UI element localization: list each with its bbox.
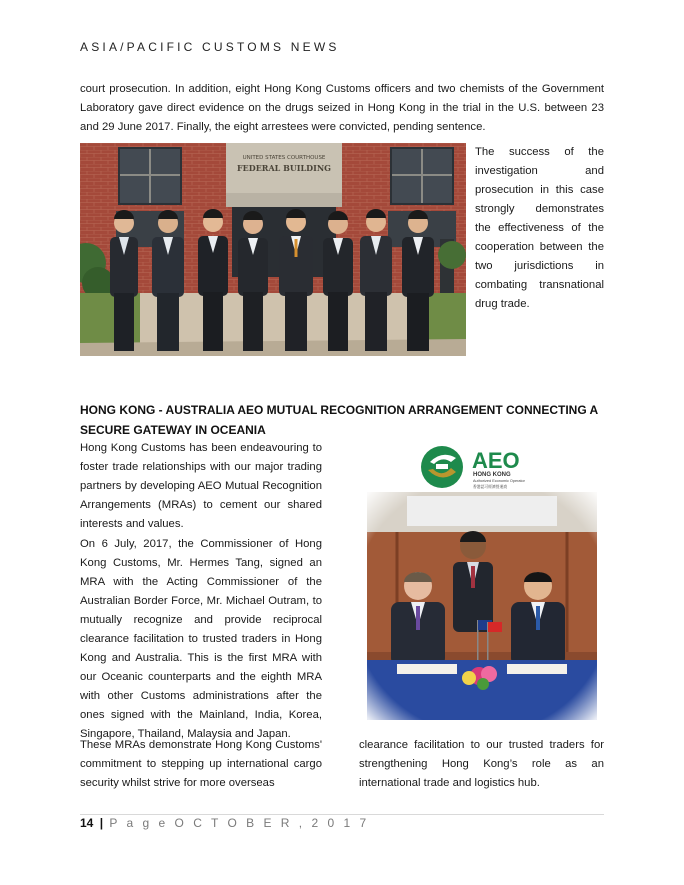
article1-paragraph-2: The success of the investigation and prosecution in this case strongly demonstrates the effectiveness of the cooperation between the two jurisdictions in combating transnational drug trade. [475,146,604,310]
mra-signing-photo [367,492,597,720]
building-sign-line-2: FEDERAL BUILDING [236,163,332,173]
page-footer [80,816,369,830]
aeo-logo-line-2: Authorized Economic Operator [473,479,525,483]
aeo-logo-line-1: HONG KONG [473,472,511,478]
aeo-logo-line-3: 香港認可經濟營運商 [473,484,508,489]
article2-paragraph-3: These MRAs demonstrate Hong Kong Customs' commitment to stepping up international cargo security whilst strive for more overseas [80,739,322,789]
page-number: 14 [80,816,94,830]
footer-text: P a g e O C T O B E R , 2 0 1 7 [109,816,370,830]
group-photo-federal-building [80,143,466,356]
aeo-hong-kong-logo [418,440,558,494]
footer-separator: | [99,816,104,830]
article2-paragraph-2: On 6 July, 2017, the Commissioner of Hong Kong Customs, Mr. Hermes Tang, signed an MRA with the Acting Commissioner of the Australian Border Force, Mr. Michael Outram, to mutually recognize and provide reciprocal clearance facilitation to trusted traders in Hong Kong and Australia. This is the first MRA with our Oceanic counterparts and the eighth MRA with other Customs administrations after the ones signed with the Mainland, India, Korea, Singapore, Thailand, Malaysia and Japan. [80,538,322,740]
aeo-logo-title: AEO [472,448,520,473]
article2-paragraph-4: clearance facilitation to our trusted traders for strengthening Hong Kong’s role as an international trade and logistics hub. [359,739,604,789]
building-sign-line-1: UNITED STATES COURTHOUSE [242,155,326,161]
article1-paragraph-1: court prosecution. In addition, eight Hong Kong Customs officers and two chemists of the Government Laboratory gave direct evidence on the drugs seized in Hong Kong in the trial in the U.S. between 23 and 29 June 2017. Finally, the eight arrestees were convicted, pending sentence. [80,83,604,133]
article2-paragraph-1: Hong Kong Customs has been endeavouring to foster trade relationships with our major trading partners by developing AEO Mutual Recognition Arrangements (MRAs) to cement our shared interests and values. [80,442,322,530]
article2-heading: HONG KONG - AUSTRALIA AEO MUTUAL RECOGNITION ARRANGEMENT CONNECTING A SECURE GATEWAY IN OCEANIA [80,403,598,437]
footer-divider [80,814,604,815]
running-header: ASIA/PACIFIC CUSTOMS NEWS [80,40,340,54]
